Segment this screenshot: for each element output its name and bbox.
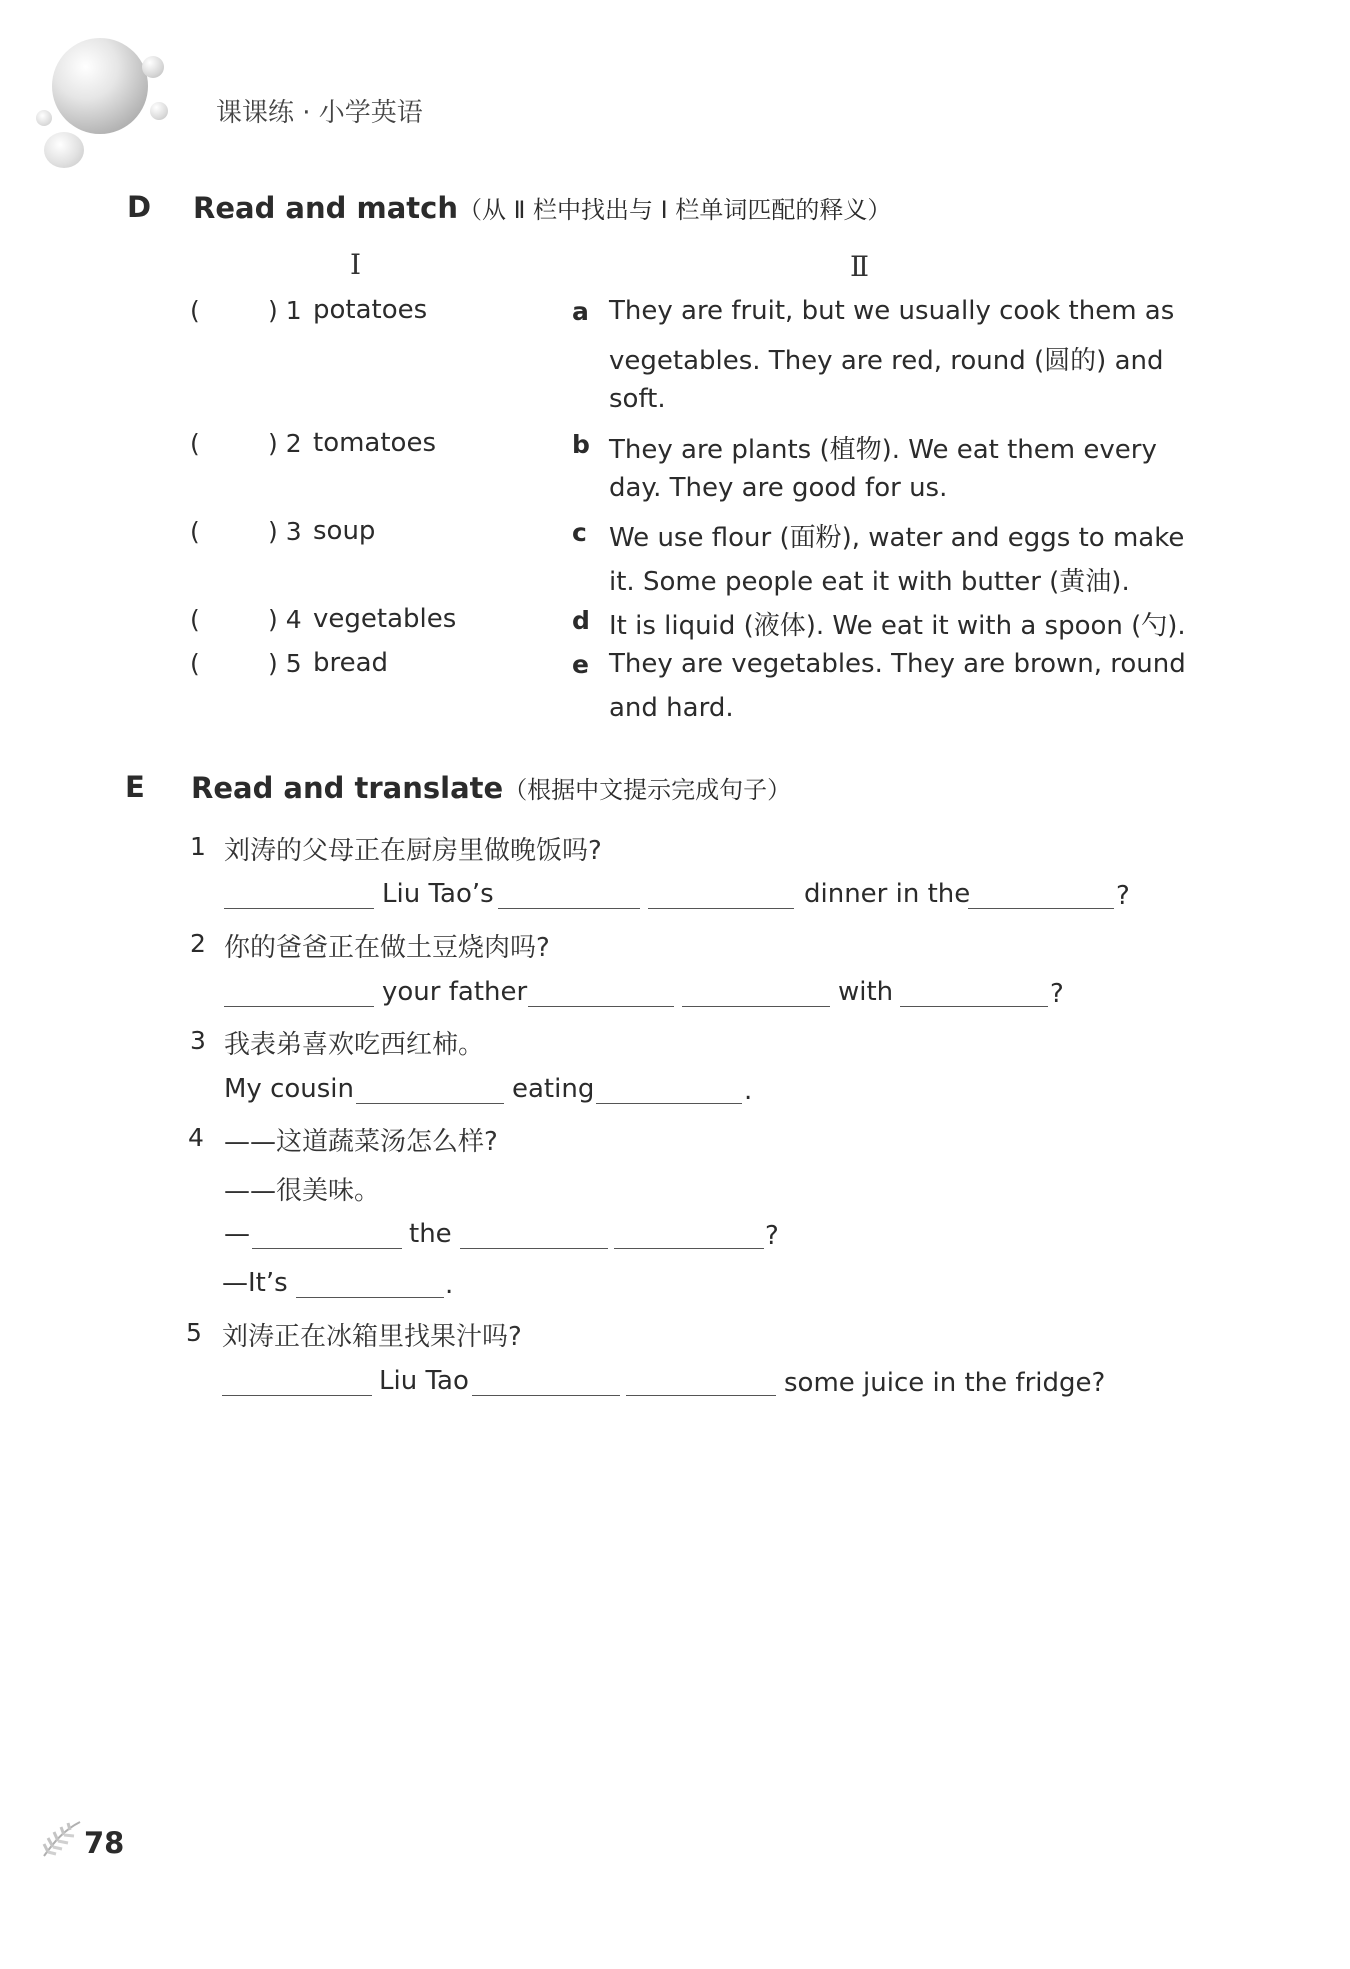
- item-number: ) 1: [268, 296, 302, 325]
- sentence-text: the: [409, 1219, 452, 1249]
- answer-blank[interactable]: [626, 1395, 776, 1396]
- definition-line: It is liquid (液体). We eat it with a spoon (勺).: [609, 611, 1186, 641]
- question-number: 3: [190, 1026, 206, 1055]
- answer-blank[interactable]: [968, 908, 1114, 909]
- sentence-text: ?: [1116, 881, 1130, 911]
- decorative-bubble: [150, 102, 168, 120]
- answer-blank[interactable]: [356, 1103, 504, 1104]
- answer-blank[interactable]: [596, 1103, 742, 1104]
- definition-line: day. They are good for us.: [609, 473, 948, 503]
- item-number: ) 2: [268, 429, 302, 458]
- definition-line: soft.: [609, 384, 666, 414]
- answer-chinese: ——很美味。: [224, 1176, 381, 1206]
- decorative-bubble: [52, 38, 148, 134]
- answer-blank[interactable]: [222, 1395, 372, 1396]
- answer-blank[interactable]: [614, 1248, 764, 1249]
- definition-letter: b: [572, 430, 590, 459]
- question-chinese: 刘涛的父母正在厨房里做晚饭吗?: [224, 836, 602, 866]
- section-d-subtitle: （从 Ⅱ 栏中找出与 Ⅰ 栏单词匹配的释义）: [457, 196, 892, 224]
- definition-letter: e: [572, 650, 589, 679]
- question-chinese: ——这道蔬菜汤怎么样?: [224, 1127, 498, 1157]
- definition-line: They are fruit, but we usually cook them as: [609, 296, 1175, 326]
- question-chinese: 你的爸爸正在做土豆烧肉吗?: [224, 933, 550, 963]
- sentence-text: My cousin: [224, 1074, 355, 1104]
- decorative-bubble: [44, 132, 84, 168]
- answer-blank[interactable]: [528, 1006, 674, 1007]
- page-number: 78: [84, 1826, 125, 1860]
- answer-blank[interactable]: [682, 1006, 830, 1007]
- answer-blank[interactable]: [224, 1006, 374, 1007]
- definition-line: They are vegetables. They are brown, round: [609, 649, 1186, 679]
- question-chinese: 刘涛正在冰箱里找果汁吗?: [222, 1322, 522, 1352]
- section-e-subtitle: （根据中文提示完成句子）: [503, 776, 792, 804]
- section-e-heading: [191, 770, 791, 805]
- answer-paren-open: (: [190, 296, 200, 325]
- answer-blank[interactable]: [648, 908, 794, 909]
- definition-line: vegetables. They are red, round (圆的) and: [609, 346, 1164, 376]
- question-number: 1: [190, 832, 206, 861]
- answer-paren-open: (: [190, 517, 200, 546]
- definition-line: We use flour (面粉), water and eggs to make: [609, 523, 1185, 553]
- section-d-letter: D: [127, 190, 152, 224]
- question-number: 5: [186, 1318, 202, 1347]
- feather-icon: [40, 1818, 84, 1860]
- section-d-title: Read and match: [193, 191, 458, 225]
- sentence-text: Liu Tao: [379, 1366, 469, 1396]
- match-word: bread: [313, 648, 389, 678]
- definition-letter: a: [572, 297, 589, 326]
- match-word: tomatoes: [313, 428, 437, 458]
- definition-line: and hard.: [609, 693, 734, 723]
- sentence-text: with: [838, 977, 894, 1007]
- definition-line: They are plants (植物). We eat them every: [609, 435, 1157, 465]
- sentence-text: Liu Tao’s: [382, 879, 494, 909]
- answer-paren-open: (: [190, 605, 200, 634]
- answer-blank[interactable]: [472, 1395, 620, 1396]
- answer-paren-open: (: [190, 649, 200, 678]
- answer-blank[interactable]: [252, 1248, 402, 1249]
- match-word: vegetables: [313, 604, 457, 634]
- answer-blank[interactable]: [498, 908, 640, 909]
- dialogue-dash: —: [224, 1219, 250, 1249]
- item-number: ) 4: [268, 605, 302, 634]
- book-title: 课课练 · 小学英语: [216, 98, 423, 128]
- answer-blank[interactable]: [224, 908, 374, 909]
- decorative-bubble: [36, 110, 52, 126]
- definition-line: it. Some people eat it with butter (黄油).: [609, 567, 1130, 597]
- sentence-text: ?: [765, 1221, 779, 1251]
- question-number: 4: [188, 1123, 204, 1152]
- sentence-text: ?: [1050, 979, 1064, 1009]
- match-word: soup: [313, 516, 376, 546]
- item-number: ) 3: [268, 517, 302, 546]
- sentence-text: your father: [382, 977, 528, 1007]
- question-chinese: 我表弟喜欢吃西红柿。: [224, 1030, 485, 1060]
- definition-letter: d: [572, 606, 590, 635]
- sentence-text: some juice in the fridge?: [784, 1368, 1106, 1398]
- sentence-text: .: [744, 1076, 753, 1106]
- sentence-text: —It’s: [222, 1268, 288, 1298]
- sentence-text: .: [445, 1270, 454, 1300]
- answer-paren-open: (: [190, 429, 200, 458]
- definition-letter: c: [572, 518, 587, 547]
- sentence-text: dinner in the: [804, 879, 971, 909]
- question-number: 2: [190, 929, 206, 958]
- section-e-title: Read and translate: [191, 771, 504, 805]
- answer-blank[interactable]: [296, 1297, 444, 1298]
- column-1-heading: Ⅰ: [350, 248, 362, 281]
- section-e-letter: E: [125, 770, 145, 804]
- section-d-heading: [193, 190, 891, 225]
- sentence-text: eating: [512, 1074, 595, 1104]
- answer-blank[interactable]: [900, 1006, 1048, 1007]
- item-number: ) 5: [268, 649, 302, 678]
- match-word: potatoes: [313, 295, 428, 325]
- column-2-heading: Ⅱ: [850, 250, 870, 283]
- answer-blank[interactable]: [460, 1248, 608, 1249]
- decorative-bubble: [142, 56, 164, 78]
